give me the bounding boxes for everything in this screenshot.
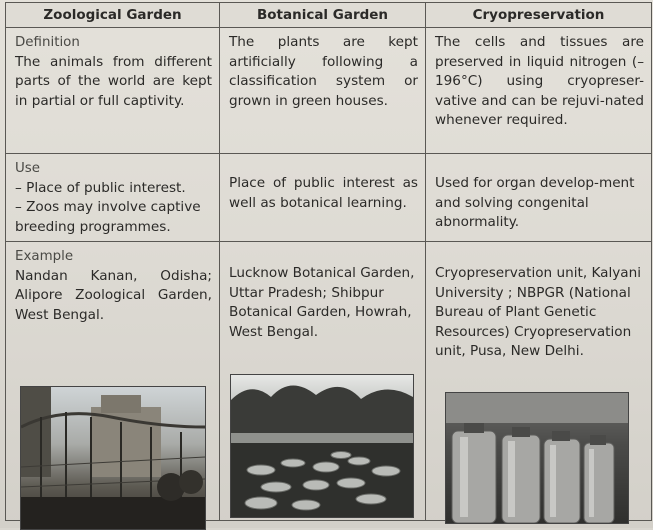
definition-cryo-cell — [426, 28, 652, 154]
example-zoo-text: Nandan Kanan, Odisha; Alipore Zoological Garden, West Bengal. — [15, 267, 212, 323]
use-label: Use — [15, 161, 41, 176]
lily-pond-image — [231, 375, 413, 517]
zoo-enclosure-image — [21, 387, 205, 529]
cryopreservation-photo — [445, 392, 629, 524]
definition-botanical-text: The plants are kept artificially following a classification system or grown in green houses. — [229, 34, 418, 109]
example-botanical-text: Lucknow Botanical Garden, Uttar Pradesh; Shibpur Botanical Garden, Howrah, West Bengal. — [229, 265, 415, 340]
header-botanical-garden: Botanical Garden — [220, 3, 426, 28]
definition-botanical-cell — [220, 28, 426, 154]
use-zoo-point-1: – Place of public interest. — [15, 179, 186, 196]
use-cryo-cell — [426, 154, 652, 242]
definition-zoo-cell — [6, 28, 220, 154]
use-zoo-point-2: – Zoos may involve captive breeding programmes. — [15, 199, 201, 235]
use-botanical-text: Place of public interest as well as botanical learning. — [229, 175, 418, 211]
use-cryo-text: Used for organ develop-ment and solving congenital abnormality. — [435, 175, 635, 230]
header-cryopreservation: Cryopreservation — [426, 3, 652, 28]
example-cryo-text: Cryopreservation unit, Kalyani University ; NBPGR (National Bureau of Plant Genetic Resources) Cryopreservation unit, Pusa, New Delhi. — [435, 265, 642, 359]
header-row — [6, 3, 652, 28]
use-row — [6, 154, 652, 242]
header-zoological-garden: Zoological Garden — [6, 3, 220, 28]
use-zoo-cell — [6, 154, 220, 242]
use-botanical-cell — [220, 154, 426, 242]
botanical-photo — [230, 374, 414, 518]
definition-zoo-text: The animals from different parts of the world are kept in partial or full captivity. — [15, 53, 212, 109]
example-label: Example — [15, 249, 74, 264]
nitrogen-tanks-image — [446, 393, 628, 523]
definition-cryo-text: The cells and tissues are preserved in liquid nitrogen (– 196°C) using cryopreser-vative and can be rejuvi-nated whenever required. — [435, 34, 644, 128]
definition-row — [6, 28, 652, 154]
definition-label: Definition — [15, 35, 80, 50]
zoo-photo — [20, 386, 206, 530]
